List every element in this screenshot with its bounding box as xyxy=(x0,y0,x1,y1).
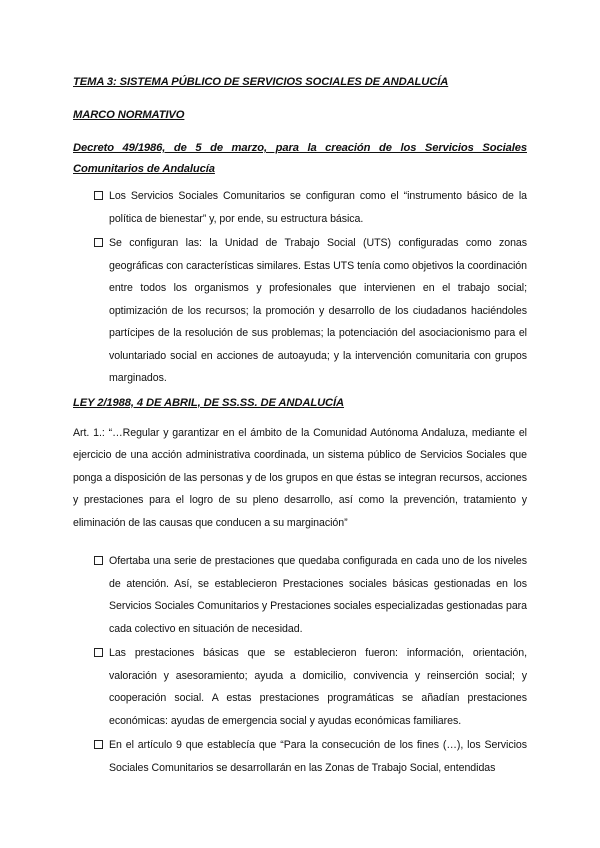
list-item xyxy=(73,642,527,732)
article-1-paragraph: Art. 1.: “…Regular y garantizar en el ámbito de la Comunidad Autónoma Andaluza, mediante el ejercicio de una acción administrativa coordinada, un sistema público de Servicios Sociales que ponga a disposición de las personas y de los grupos en que éstas se integran recursos, acciones y prestaciones para el logro de su pleno desarrollo, así como la prevención, tratamiento y eliminación de las causas que conducen a su marginación” xyxy=(73,426,527,529)
ley-checklist xyxy=(73,550,527,779)
checkbox-bullet-icon xyxy=(94,191,103,200)
document-page xyxy=(73,72,527,781)
list-item-text: Se configuran las: la Unidad de Trabajo Social (UTS) configuradas como zonas geográficas con características similares. Estas UTS tenía como objetivos la coordinación entre todos los organismos y profesionales que intervienen en el trabajo social; optimización de los recursos; la promoción y desarrollo de los ciudadanos haciéndoles partícipes de la resolución de sus problemas; la potenciación del asociacionismo para el voluntariado social en acciones de autoayuda; y la intervención comunitaria con grupos marginados. xyxy=(109,237,527,384)
list-item xyxy=(73,550,527,640)
checkbox-bullet-icon xyxy=(94,648,103,657)
decreto-heading: Decreto 49/1986, de 5 de marzo, para la creación de los Servicios Sociales Comunitarios de Andalucía xyxy=(73,142,527,175)
checkbox-bullet-icon xyxy=(94,556,103,565)
list-item-text: Ofertaba una serie de prestaciones que quedaba configurada en cada uno de los niveles de atención. Así, se establecieron Prestaciones sociales básicas gestionadas en los Servicios Sociales Comunitarios y Prestaciones sociales especializadas gestionadas para cada colectivo en situación de necesidad. xyxy=(109,555,527,635)
list-item-text: Los Servicios Sociales Comunitarios se configuran como el “instrumento básico de la política de bienestar” y, por ende, su estructura básica. xyxy=(109,190,527,225)
list-item xyxy=(73,232,527,390)
ley-heading: LEY 2/1988, 4 DE ABRIL, DE SS.SS. DE ANDALUCÍA xyxy=(73,396,345,409)
checkbox-bullet-icon xyxy=(94,238,103,247)
document-title: TEMA 3: SISTEMA PÚBLICO DE SERVICIOS SOCIALES DE ANDALUCÍA xyxy=(73,76,449,88)
list-item-text: Las prestaciones básicas que se establecieron fueron: información, orientación, valoración y asesoramiento; ayuda a domicilio, convivencia y reinserción social; y cooperación social. A estas prestaciones programáticas se añadían prestaciones económicas: ayudas de emergencia social y ayudas económicas familiares. xyxy=(109,647,527,727)
decreto-checklist xyxy=(73,185,527,390)
list-item xyxy=(73,185,527,230)
section-heading-marco-normativo: MARCO NORMATIVO xyxy=(73,109,185,121)
list-item xyxy=(73,734,527,779)
checkbox-bullet-icon xyxy=(94,740,103,749)
list-item-text: En el artículo 9 que establecía que “Para la consecución de los fines (…), los Servicios Sociales Comunitarios se desarrollarán en las Zonas de Trabajo Social, entendidas xyxy=(109,739,527,774)
